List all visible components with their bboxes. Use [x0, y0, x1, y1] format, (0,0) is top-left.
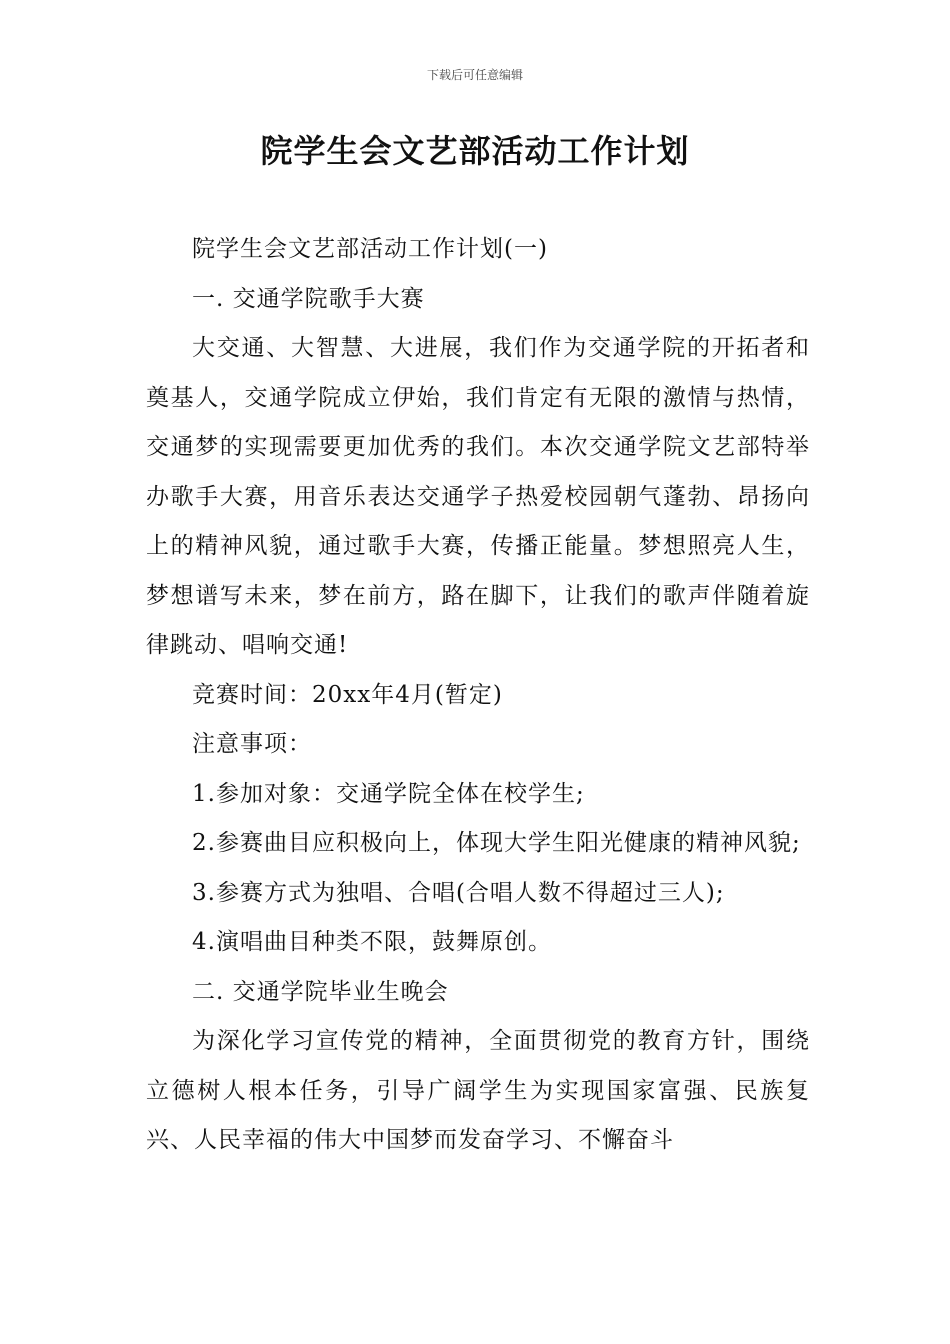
section-heading-plan-one: 院学生会文艺部活动工作计划(一): [192, 236, 548, 262]
paragraph-notes-heading: 注意事项：: [192, 731, 312, 757]
section-heading-graduation-gala: 二. 交通学院毕业生晚会: [192, 978, 449, 1005]
list-item-participants: 1.参加对象：交通学院全体在校学生;: [192, 780, 585, 807]
list-item-song-requirement: 2.参赛曲目应积极向上，体现大学生阳光健康的精神风貌;: [192, 830, 801, 856]
list-item-performance-format: 3.参赛方式为独唱、合唱(合唱人数不得超过三人);: [192, 879, 725, 906]
paragraph-singer-contest-intro: 大交通、大智慧、大进展，我们作为交通学院的开拓者和奠基人，交通学院成立伊始，我们肯定有无限的激情与热情，交通梦的实现需要更加优秀的我们。本次交通学院文艺部特举办歌手大赛，用音乐表达交通学子热爱校园朝气蓬勃、昂扬向上的精神风貌，通过歌手大赛，传播正能量。梦想照亮人生，梦想谱写未来，梦在前方，路在脚下，让我们的歌声伴随着旋律跳动、唱响交通!: [146, 335, 810, 658]
paragraph-contest-time: 竞赛时间：20xx年4月(暂定): [192, 681, 503, 708]
paragraph-graduation-gala-intro: 为深化学习宣传党的精神，全面贯彻党的教育方针，围绕立德树人根本任务，引导广阔学生为实现国家富强、民族复兴、人民幸福的伟大中国梦而发奋学习、不懈奋斗: [146, 1028, 810, 1153]
header-note: 下载后可任意编辑: [426, 68, 523, 82]
document-title: 院学生会文艺部活动工作计划: [260, 132, 690, 170]
section-heading-singer-contest: 一. 交通学院歌手大赛: [192, 285, 425, 312]
list-item-song-genre: 4.演唱曲目种类不限，鼓舞原创。: [192, 929, 552, 955]
document-body: [146, 225, 810, 1166]
